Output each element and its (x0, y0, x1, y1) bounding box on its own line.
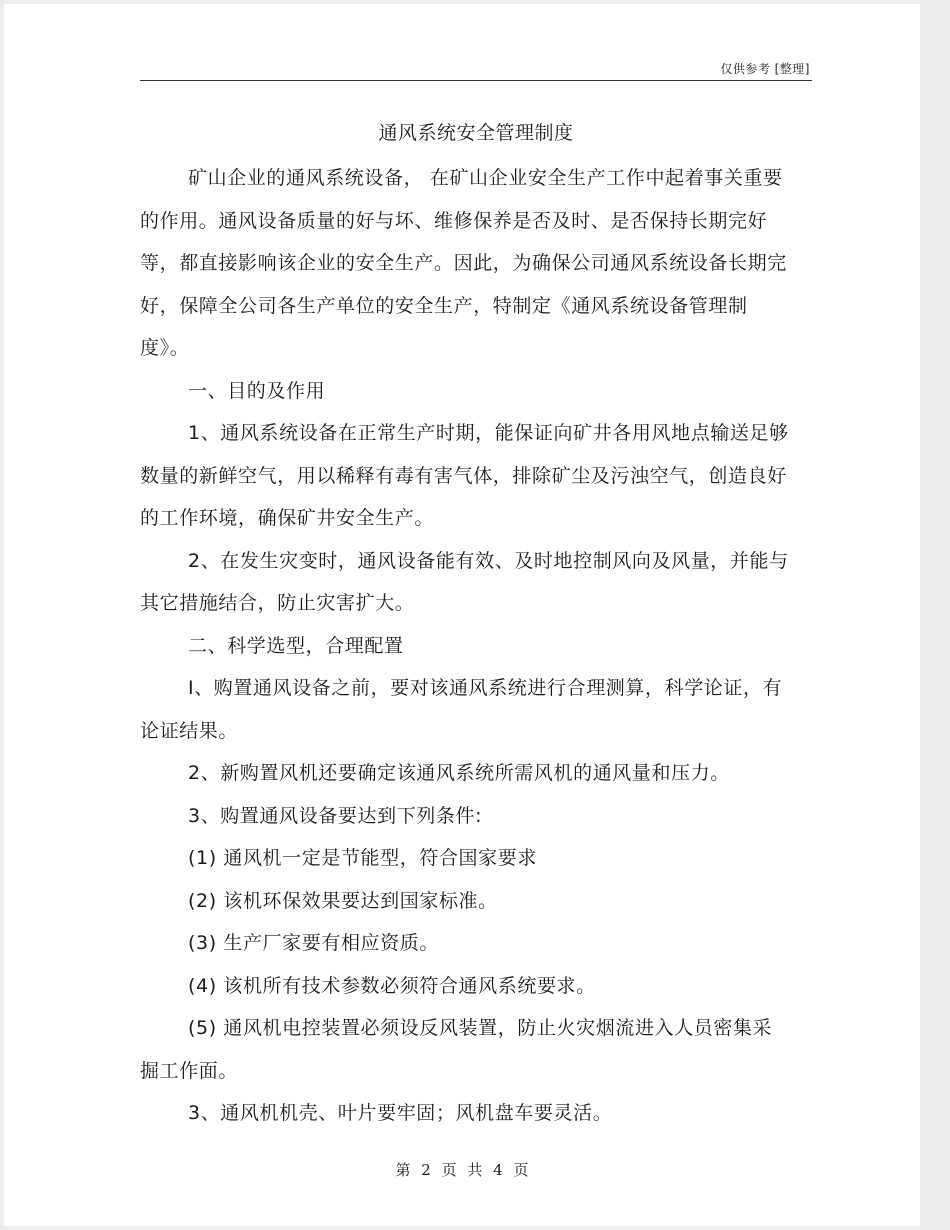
section-heading-purpose: 一、目的及作用 (188, 379, 326, 402)
paragraph-selection-3: 3、购置通风设备要达到下列条件: (188, 804, 483, 827)
paragraph-selection-1: I、购置通风设备之前，要对该通风系统进行合理测算，科学论证，有论证结果。 (140, 677, 783, 742)
condition-item-3: (3) 生产厂家要有相应资质。 (188, 932, 439, 954)
document-title: 通风系统安全管理制度 (378, 122, 574, 144)
header-note: 仅供参考 [整理] (720, 62, 810, 76)
condition-item-2: (2) 该机环保效果要达到国家标准。 (188, 889, 498, 912)
header-rule (140, 80, 812, 81)
paragraph-purpose-2: 2、在发生灾变时，通风设备能有效、及时地控制风向及风量，并能与其它措施结合，防止灾害扩大。 (140, 549, 789, 614)
paragraph-selection-2: 2、新购置风机还要确定该通风系统所需风机的通风量和压力。 (188, 762, 730, 784)
section-heading-selection: 二、科学选型，合理配置 (188, 634, 404, 657)
condition-item-4: (4) 该机所有技术参数必须符合通风系统要求。 (188, 974, 596, 997)
paragraph-selection-4: 3、通风机机壳、叶片要牢固；风机盘车要灵活。 (188, 1102, 613, 1124)
condition-item-5: (5) 通风机电控装置必须设反风装置，防止火灾烟流进入人员密集采掘工作面。 (140, 1017, 773, 1082)
page-number: 第 2 页 共 4 页 (395, 1161, 529, 1179)
paragraph-purpose-1: 1、通风系统设备在正常生产时期，能保证向矿井各用风地点输送足够数量的新鲜空气，用以稀释有毒有害气体，排除矿尘及污浊空气，创造良好的工作环境，确保矿井安全生产。 (140, 422, 789, 529)
document-body (140, 157, 790, 1135)
document-page (4, 4, 920, 1226)
paragraph-intro: 矿山企业的通风系统设备， 在矿山企业安全生产工作中起着事关重要的作用。通风设备质量的好与坏、维修保养是否及时、是否保持长期完好等，都直接影响该企业的安全生产。因此，为确保公司通风系统设备长期完好，保障全公司各生产单位的安全生产，特制定《通风系统设备管理制度》。 (140, 167, 787, 359)
condition-item-1: (1) 通风机一定是节能型，符合国家要求 (188, 847, 537, 869)
